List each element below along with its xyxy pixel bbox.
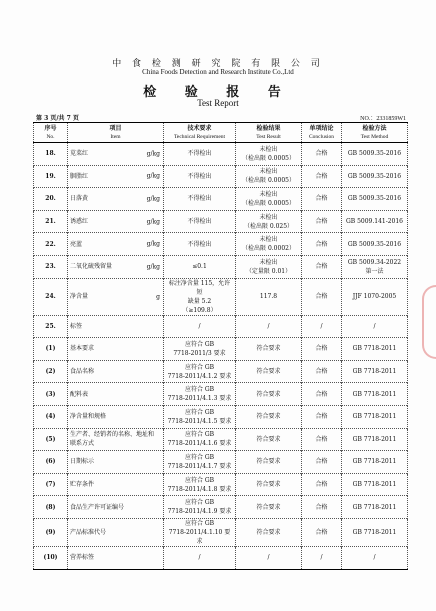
row-requirement: 应符合 GB 7718-2011/4.1.6 要求 — [164, 428, 236, 451]
table-row — [34, 518, 408, 546]
row-method: GB 7718-2011 — [342, 338, 408, 361]
row-item: 亮蓝 g/kg — [68, 233, 164, 256]
row-requirement: 应符合 GB 7718-2011/4.1.3 要求 — [164, 383, 236, 406]
row-number: (3) — [34, 383, 68, 406]
header-method: 检验方法 Test Method — [342, 123, 408, 143]
row-requirement: 不得检出 — [164, 143, 236, 166]
row-method: GB 7718-2011 — [342, 451, 408, 474]
row-requirement: 不得检出 — [164, 165, 236, 188]
row-method: GB 5009.34-2022 第一法 — [342, 255, 408, 278]
row-conclusion: 合格 — [302, 383, 342, 406]
row-conclusion: 合格 — [302, 233, 342, 256]
row-conclusion: 合格 — [302, 473, 342, 496]
row-number: (4) — [34, 405, 68, 428]
row-item: 食品名称 — [68, 360, 164, 383]
row-method: / — [342, 315, 408, 338]
row-item: 日期标示 — [68, 451, 164, 474]
row-requirement: / — [164, 315, 236, 338]
table-row — [34, 360, 408, 383]
row-unit: g/kg — [146, 263, 160, 271]
row-number: 20. — [34, 188, 68, 211]
row-conclusion: 合格 — [302, 428, 342, 451]
row-method: GB 7718-2011 — [342, 383, 408, 406]
row-unit: g/kg — [146, 195, 160, 203]
row-method: GB 5009.35-2016 — [342, 188, 408, 211]
row-result: 符合要求 — [236, 405, 302, 428]
row-result: 未检出 （检出限 0.0005） — [236, 188, 302, 211]
row-requirement: 应符合 GB 7718-2011/4.1.9 要求 — [164, 496, 236, 519]
row-item: 生产者、经销者的名称、地址和 联系方式 — [68, 428, 164, 451]
row-number: (1) — [34, 338, 68, 361]
table-row — [34, 546, 408, 569]
table-row — [34, 278, 408, 315]
page-number: 第 3 页/共 7 页 — [36, 115, 79, 122]
row-number: (6) — [34, 451, 68, 474]
row-unit: g/kg — [146, 150, 160, 158]
row-number: 18. — [34, 143, 68, 166]
row-method: / — [342, 546, 408, 569]
header-requirement: 技术要求 Technical Requirement — [164, 123, 236, 143]
row-requirement: 应符合 GB 7718-2011/4.1.7 要求 — [164, 451, 236, 474]
row-conclusion: 合格 — [302, 405, 342, 428]
row-result: 符合要求 — [236, 338, 302, 361]
table-row — [34, 473, 408, 496]
row-conclusion: 合格 — [302, 360, 342, 383]
row-conclusion: 合格 — [302, 188, 342, 211]
row-method: GB 5009.141-2016 — [342, 210, 408, 233]
row-number: (8) — [34, 496, 68, 519]
row-conclusion: 合格 — [302, 255, 342, 278]
row-number: 19. — [34, 165, 68, 188]
row-item: 二氧化硫残留量 g/kg — [68, 255, 164, 278]
row-item: 贮存条件 — [68, 473, 164, 496]
table-row — [34, 165, 408, 188]
row-item: 基本要求 — [68, 338, 164, 361]
table-row — [34, 338, 408, 361]
report-title-en: Test Report — [197, 98, 239, 108]
row-conclusion: / — [302, 315, 342, 338]
row-requirement: 应符合 GB 7718-2011/3 要求 — [164, 338, 236, 361]
table-row — [34, 233, 408, 256]
table-row — [34, 188, 408, 211]
row-conclusion: 合格 — [302, 278, 342, 315]
row-conclusion: / — [302, 546, 342, 569]
row-result: 符合要求 — [236, 360, 302, 383]
table-header-row — [34, 123, 408, 143]
row-unit: g/kg — [146, 240, 160, 248]
row-item: 胭脂红 g/kg — [68, 165, 164, 188]
row-result: 117.8 — [236, 278, 302, 315]
row-number: 23. — [34, 255, 68, 278]
row-requirement: 应符合 GB 7718-2011/4.1.5 要求 — [164, 405, 236, 428]
row-conclusion: 合格 — [302, 518, 342, 546]
row-conclusion: 合格 — [302, 143, 342, 166]
header-conclusion: 单项结论 Conclusion — [302, 123, 342, 143]
row-result: 未检出 （检出限 0.025） — [236, 210, 302, 233]
table-row — [34, 210, 408, 233]
row-method: GB 5009.35-2016 — [342, 143, 408, 166]
header-item: 项目 Item — [68, 123, 164, 143]
row-item: 诱惑红 g/kg — [68, 210, 164, 233]
row-requirement: ≤0.1 — [164, 255, 236, 278]
row-method: GB 5009.35-2016 — [342, 165, 408, 188]
institute-name-cn: 中 食 检 测 研 究 院 有 限 公 司 — [112, 59, 324, 69]
table-row — [34, 405, 408, 428]
row-item: 净含量 g — [68, 278, 164, 315]
row-result: 符合要求 — [236, 428, 302, 451]
row-result: 未检出 （检出限 0.0002） — [236, 233, 302, 256]
table-row — [34, 315, 408, 338]
row-method: GB 5009.35-2016 — [342, 233, 408, 256]
row-method: JJF 1070-2005 — [342, 278, 408, 315]
report-title-cn: 检 验 报 告 — [143, 85, 293, 100]
row-number: 21. — [34, 210, 68, 233]
row-number: (5) — [34, 428, 68, 451]
row-unit: g/kg — [146, 172, 160, 180]
row-conclusion: 合格 — [302, 338, 342, 361]
row-result: 符合要求 — [236, 496, 302, 519]
institute-name-en: China Foods Detection and Research Institute Co.,Ltd — [142, 68, 294, 76]
report-number: NO.：2331859W1 — [360, 116, 406, 122]
row-result: / — [236, 546, 302, 569]
test-results-table — [33, 122, 408, 570]
row-requirement: 标注净含量 115，允许短 缺量 5.2 （≥109.8） — [164, 278, 236, 315]
row-result: 符合要求 — [236, 473, 302, 496]
row-requirement: 不得检出 — [164, 188, 236, 211]
table-row — [34, 143, 408, 166]
row-result: 符合要求 — [236, 383, 302, 406]
row-item: 配料表 — [68, 383, 164, 406]
row-result: 符合要求 — [236, 518, 302, 546]
row-requirement: 应符合 GB 7718-2011/4.1.10 要求 — [164, 518, 236, 546]
row-item: 营养标签 — [68, 546, 164, 569]
table-row — [34, 383, 408, 406]
row-item: 标签 — [68, 315, 164, 338]
row-method: GB 7718-2011 — [342, 496, 408, 519]
row-number: (2) — [34, 360, 68, 383]
seal-stamp-edge — [422, 285, 436, 359]
row-requirement: 不得检出 — [164, 210, 236, 233]
row-method: GB 7718-2011 — [342, 518, 408, 546]
row-result: 未检出 （检出限 0.0005） — [236, 143, 302, 166]
row-conclusion: 合格 — [302, 496, 342, 519]
row-item: 苋菜红 g/kg — [68, 143, 164, 166]
row-number: (7) — [34, 473, 68, 496]
row-method: GB 7718-2011 — [342, 473, 408, 496]
row-unit: g — [156, 293, 160, 301]
row-number: 22. — [34, 233, 68, 256]
row-result: 符合要求 — [236, 451, 302, 474]
row-item: 日落黄 g/kg — [68, 188, 164, 211]
table-row — [34, 428, 408, 451]
row-method: GB 7718-2011 — [342, 405, 408, 428]
table-row — [34, 451, 408, 474]
row-result: 未检出 （检出限 0.0005） — [236, 165, 302, 188]
row-item: 食品生产许可证编号 — [68, 496, 164, 519]
row-result: 未检出 （定量限 0.01） — [236, 255, 302, 278]
row-unit: g/kg — [146, 218, 160, 226]
row-requirement: / — [164, 546, 236, 569]
row-number: (9) — [34, 518, 68, 546]
table-row — [34, 255, 408, 278]
row-number: (10) — [34, 546, 68, 569]
row-method: GB 7718-2011 — [342, 360, 408, 383]
row-requirement: 不得检出 — [164, 233, 236, 256]
table-row — [34, 496, 408, 519]
row-number: 24. — [34, 278, 68, 315]
row-number: 25. — [34, 315, 68, 338]
row-conclusion: 合格 — [302, 165, 342, 188]
header-no: 序号 No. — [34, 123, 68, 143]
row-requirement: 应符合 GB 7718-2011/4.1.8 要求 — [164, 473, 236, 496]
row-result: / — [236, 315, 302, 338]
row-method: GB 7718-2011 — [342, 428, 408, 451]
header-result: 检验结果 Test Result — [236, 123, 302, 143]
row-item: 产品标准代号 — [68, 518, 164, 546]
row-item: 净含量和规格 — [68, 405, 164, 428]
row-requirement: 应符合 GB 7718-2011/4.1.2 要求 — [164, 360, 236, 383]
row-conclusion: 合格 — [302, 451, 342, 474]
row-conclusion: 合格 — [302, 210, 342, 233]
